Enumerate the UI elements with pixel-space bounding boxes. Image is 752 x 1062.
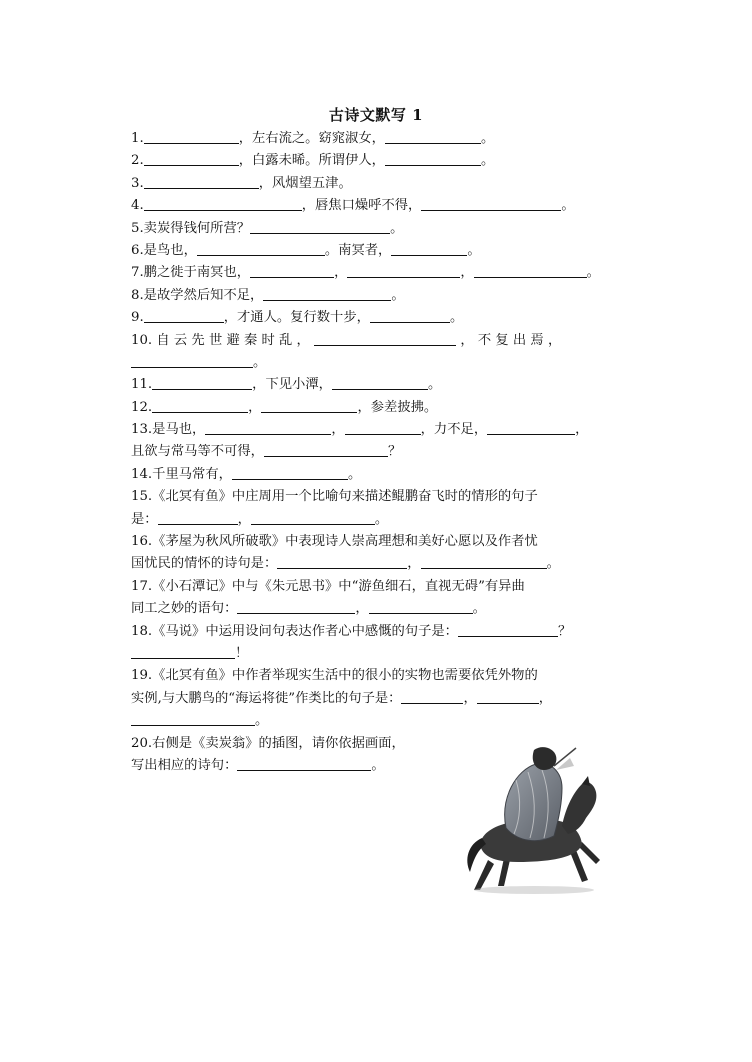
- question-14: [131, 464, 625, 486]
- question-number: 12.: [131, 399, 153, 415]
- question-text: ，: [538, 690, 553, 706]
- question-10-continued: [131, 352, 625, 374]
- question-19: [131, 665, 625, 687]
- answer-blank[interactable]: [370, 308, 450, 323]
- question-text: 7.鹏之徙于南冥也，: [131, 265, 251, 281]
- answer-blank[interactable]: [487, 420, 575, 435]
- answer-blank[interactable]: [144, 308, 224, 323]
- question-text: 。南冥者，: [324, 242, 392, 258]
- question-18: [131, 621, 625, 643]
- answer-blank[interactable]: [347, 263, 460, 278]
- answer-blank[interactable]: [144, 196, 302, 211]
- question-text: ，风烟望五津。: [258, 175, 352, 191]
- question-text: 。: [253, 354, 267, 370]
- answer-blank[interactable]: [144, 174, 259, 189]
- question-18-continued: [131, 643, 625, 665]
- answer-blank[interactable]: [477, 689, 539, 704]
- question-text: 14.千里马常有，: [131, 466, 232, 482]
- question-11: [131, 374, 625, 396]
- question-text: 。: [480, 153, 495, 169]
- question-text: 6.是鸟也，: [131, 242, 197, 258]
- question-text: 8.是故学然后知不足，: [131, 287, 264, 303]
- question-text: 。: [586, 265, 600, 281]
- question-text: ，力不足，: [420, 422, 488, 438]
- question-19-continued: [131, 688, 625, 710]
- question-text: 。: [391, 287, 405, 303]
- question-15: [131, 486, 625, 508]
- question-16-continued: [131, 553, 625, 575]
- question-text: ，: [355, 601, 369, 617]
- question-text: ，左右流之。窈窕淑女，: [238, 131, 385, 146]
- answer-blank[interactable]: [205, 420, 331, 435]
- question-text: 。: [480, 131, 495, 146]
- question-number: 1.: [131, 131, 144, 146]
- answer-blank[interactable]: [250, 263, 334, 278]
- question-16: [131, 531, 625, 553]
- question-text: ，参差披拂。: [357, 399, 438, 415]
- horse-rider-illustration-icon: [458, 740, 608, 896]
- question-number: 9.: [131, 310, 144, 326]
- answer-blank[interactable]: [251, 510, 375, 525]
- question-text: 。: [546, 556, 560, 572]
- question-text: 。: [371, 757, 385, 773]
- question-text: 国忧民的情怀的诗句是：: [131, 556, 278, 572]
- answer-blank[interactable]: [131, 353, 253, 368]
- answer-blank[interactable]: [144, 151, 239, 166]
- question-text: 。: [561, 198, 575, 214]
- answer-blank[interactable]: [263, 286, 391, 301]
- answer-blank[interactable]: [264, 442, 388, 457]
- page-title: 古诗文默写 1: [328, 106, 424, 124]
- answer-blank[interactable]: [385, 129, 481, 144]
- question-text: 且欲与常马等不可得，: [131, 444, 264, 460]
- answer-blank[interactable]: [385, 151, 481, 166]
- question-text: 17.《小石潭记》中与《朱元思书》中“游鱼细石，直视无碍”有异曲: [131, 578, 525, 594]
- answer-blank[interactable]: [458, 622, 558, 637]
- answer-blank[interactable]: [474, 263, 587, 278]
- answer-blank[interactable]: [369, 599, 473, 614]
- question-text: 。: [472, 601, 486, 617]
- answer-blank[interactable]: [345, 420, 421, 435]
- question-text: 18.《马说》中运用设问句表达作者心中感慨的句子是：: [131, 623, 458, 639]
- question-text: ？: [557, 623, 572, 639]
- question-text: 5.卖炭得钱何所营？: [131, 220, 251, 236]
- question-7: [131, 262, 625, 284]
- question-text: 同工之妙的语句：: [131, 601, 238, 617]
- question-number: 11.: [131, 377, 153, 393]
- answer-blank[interactable]: [152, 375, 252, 390]
- question-12: [131, 397, 625, 419]
- question-text: 20.右侧是《卖炭翁》的插图，请你依据画面，: [131, 735, 405, 751]
- question-text: ，: [237, 511, 251, 527]
- question-text: 15.《北冥有鱼》中庄周用一个比喻句来描述鲲鹏奋飞时的情形的句子: [131, 489, 538, 505]
- question-text: 10. 自 云 先 世 避 秦 时 乱 ，: [131, 332, 315, 348]
- answer-blank[interactable]: [158, 510, 238, 525]
- question-15-continued: [131, 509, 625, 531]
- answer-blank[interactable]: [197, 241, 325, 256]
- question-17: [131, 576, 625, 598]
- question-13-continued: [131, 441, 625, 463]
- question-text: 。: [347, 466, 362, 482]
- question-text: ，: [575, 422, 589, 438]
- answer-blank[interactable]: [237, 756, 371, 771]
- question-text: 。: [427, 377, 442, 393]
- question-5: [131, 218, 625, 240]
- question-text: ，: [463, 690, 477, 706]
- question-text: 。: [374, 511, 389, 527]
- question-2: [131, 150, 625, 172]
- question-10: [131, 330, 625, 352]
- answer-blank[interactable]: [391, 241, 467, 256]
- question-text: 。: [449, 310, 464, 326]
- question-text: 实例,与大鹏鸟的“海运将徙”作类比的句子是：: [131, 690, 402, 706]
- answer-blank[interactable]: [250, 219, 390, 234]
- question-number: 3.: [131, 175, 144, 191]
- answer-blank[interactable]: [421, 554, 547, 569]
- question-3: [131, 173, 625, 195]
- question-13: [131, 419, 625, 441]
- question-text: ，才通人。复行数十步，: [223, 310, 370, 326]
- question-text: 16.《茅屋为秋风所破歌》中表现诗人崇高理想和美好心愿以及作者忧: [131, 534, 538, 550]
- question-text: ，: [460, 265, 474, 281]
- question-text: ，下见小潭，: [252, 377, 332, 393]
- question-4: [131, 195, 625, 217]
- question-text: 19.《北冥有鱼》中作者举现实生活中的很小的实物也需要依凭外物的: [131, 668, 538, 684]
- question-text: ！: [235, 645, 249, 661]
- question-text: 13.是马也，: [131, 422, 206, 438]
- question-8: [131, 285, 625, 307]
- question-text: 写出相应的诗句：: [131, 757, 238, 773]
- answer-blank[interactable]: [232, 465, 348, 480]
- answer-blank[interactable]: [152, 398, 248, 413]
- answer-blank[interactable]: [314, 331, 456, 346]
- question-text: ，: [407, 556, 421, 572]
- question-6: [131, 240, 625, 262]
- question-text: ，唇焦口燥呼不得，: [301, 198, 422, 214]
- answer-blank[interactable]: [421, 196, 561, 211]
- question-text: 。: [467, 242, 481, 258]
- question-9: [131, 307, 625, 329]
- question-text: 。: [255, 713, 269, 729]
- answer-blank[interactable]: [131, 644, 235, 659]
- question-text: ，: [331, 422, 345, 438]
- question-number: 2.: [131, 153, 144, 169]
- question-text: ？: [387, 444, 402, 460]
- question-text: ，: [248, 399, 262, 415]
- answer-blank[interactable]: [237, 599, 355, 614]
- question-1: [131, 128, 625, 150]
- question-text: 。: [390, 220, 404, 236]
- question-list: [131, 128, 625, 777]
- answer-blank[interactable]: [261, 398, 357, 413]
- answer-blank[interactable]: [277, 554, 407, 569]
- answer-blank[interactable]: [401, 689, 463, 704]
- answer-blank[interactable]: [131, 711, 255, 726]
- answer-blank[interactable]: [144, 129, 239, 144]
- question-text: 是：: [131, 511, 158, 527]
- question-text: ，: [334, 265, 348, 281]
- question-text: ，白露未晞。所谓伊人，: [238, 153, 385, 169]
- question-17-continued: [131, 598, 625, 620]
- question-text: ， 不 复 出 焉 ，: [456, 332, 562, 348]
- answer-blank[interactable]: [332, 375, 428, 390]
- question-number: 4.: [131, 198, 144, 214]
- question-19-continued: [131, 710, 625, 732]
